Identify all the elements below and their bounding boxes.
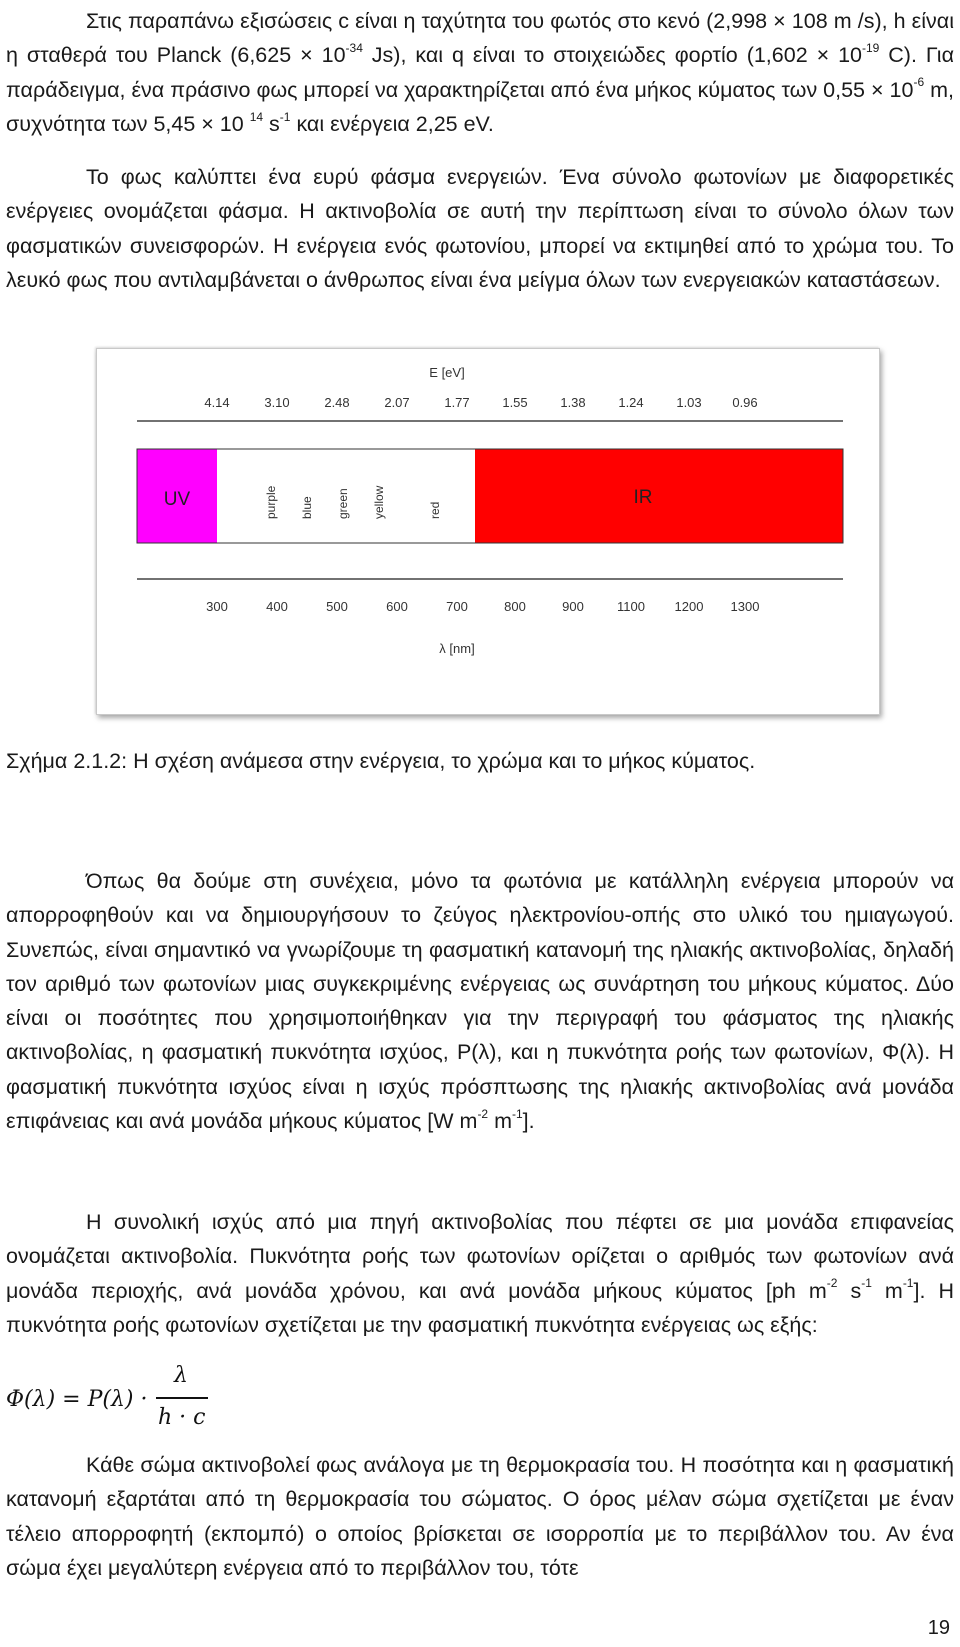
p1-text-1: Στις παραπάνω εξισώσεις c είναι η ταχύτητα του φωτός στο κενό (2,998 × 108 m /s), h είναι η σταθερά του Planck (6,625 × 10 (6, 9, 954, 68)
energy-tick-label: 1.77 (444, 395, 470, 410)
energy-tick-label: 0.96 (732, 395, 758, 410)
wavelength-tick-label: 1200 (674, 599, 704, 614)
color-label: green (336, 488, 350, 519)
paragraph-3 (6, 864, 954, 1138)
fraction-bar (156, 1397, 208, 1399)
color-label: red (428, 501, 442, 519)
p1-text-4: m, συχνότητα των 5,45 × 10 (6, 77, 954, 136)
p4-text-3: m (871, 1278, 903, 1303)
p1-text-5: s (263, 111, 280, 136)
p4-text-1: Η συνολική ισχύς από μια πηγή ακτινοβολίας που πέφτει σε μια μονάδα επιφανείας ονομάζεται ακτινοβολία. Πυκνότητα ροής των φωτονίων ορίζεται ο αριθμός των φωτονίων ανά μονάδα περιοχής, ανά μονάδα χρόνου, και ανά μονάδα μήκους κύματος [ph m (6, 1210, 954, 1303)
energy-tick-label: 1.38 (560, 395, 586, 410)
paragraph-2 (6, 160, 954, 297)
p3-text-1: Όπως θα δούμε στη συνέχεια, μόνο τα φωτόνια με κατάλληλη ενέργεια μπορούν να απορροφηθούν και να δημιουργήσουν το ζεύγος ηλεκτρονίου-οπής στο υλικό του ημιαγωγού. Συνεπώς, είναι σημαντικό να γνωρίζουμε τη φασματική κατανομή της ηλιακής ακτινοβολίας, δηλαδή τον αριθμό των φωτονίων μιας συγκεκριμένης ενέργειας ως συνάρτηση του μήκους κύματος. Δύο είναι οι ποσότητες που χρησιμοποιήθηκαν για την περιγραφή του φάσματος της ηλιακής ακτινοβολίας, η φασματική πυκνότητα ισχύος, P(λ), και η πυκνότητα ροής των φωτονίων, Φ(λ). Η φασματική πυκνότητα ισχύος είναι η ισχύς πρόσπτωσης της ηλιακής ακτινοβολίας ανά μονάδα επιφάνειας και ανά μονάδα μήκους κύματος [W m (6, 869, 954, 1134)
uv-label: UV (163, 489, 191, 510)
p3-sup-1: -2 (477, 1106, 489, 1121)
p3-text-3: ]. (522, 1109, 535, 1134)
p4-text-2: s (837, 1278, 862, 1303)
p4-sup-2: -1 (861, 1276, 872, 1291)
paragraph-4 (6, 1205, 954, 1342)
energy-tick-label: 2.48 (324, 395, 350, 410)
energy-axis-label: E [eV] (429, 365, 465, 380)
wavelength-tick-label: 600 (386, 599, 408, 614)
p1-sup-2: -19 (862, 41, 880, 56)
ir-label: IR (633, 487, 653, 508)
spectrum-figure (96, 348, 880, 715)
energy-tick-label: 3.10 (264, 395, 290, 410)
page-number: 19 (927, 1617, 950, 1639)
p5-text: Κάθε σώμα ακτινοβολεί φως ανάλογα με τη θερμοκρασία του. Η ποσότητα και η φασματική κατανομή εξαρτάται από τη θερμοκρασία του σώματος. Ο όρος μέλαν σώμα σχετίζεται με έναν τέλειο απορροφητή (εκπομπό) ο οποίος βρίσκεται σε ισορροπία με το περιβάλλον του. Αν ένα σώμα έχει μεγαλύτερη ενέργεια από το περιβάλλον του, τότε (6, 1453, 954, 1580)
wavelength-tick-label: 800 (504, 599, 526, 614)
equation-numerator: λ (174, 1363, 188, 1388)
p1-text-2: Js), και q είναι το στοιχειώδες φορτίο (1,602 × 10 (362, 43, 862, 68)
paragraph-1 (6, 4, 954, 141)
figure-caption: Σχήμα 2.1.2: Η σχέση ανάμεσα στην ενέργεια, το χρώμα και το μήκος κύματος. (6, 749, 756, 773)
energy-tick-label: 2.07 (384, 395, 410, 410)
p2-text: Το φως καλύπτει ένα ευρύ φάσμα ενεργειών. Ένα σύνολο φωτονίων με διαφορετικές ενέργειες ονομάζεται φάσμα. Η ακτινοβολία σε αυτή την περίπτωση είναι το σύνολο όλων των φασματικών συνεισφορών. Η ενέργεια ενός φωτονίου, μπορεί να εκτιμηθεί από το χρώμα του. Το λευκό φως που αντιλαμβάνεται ο άνθρωπος είναι ένα μείγμα όλων των ενεργειακών καταστάσεων. (6, 165, 954, 292)
paragraph-5 (6, 1448, 954, 1585)
equation-lhs: Φ(λ) = P(λ) · (6, 1387, 148, 1412)
energy-tick-label: 1.55 (502, 395, 528, 410)
equation-denominator: h · c (158, 1405, 206, 1430)
ir-band (475, 449, 843, 543)
p3-sup-2: -1 (512, 1106, 523, 1121)
wavelength-tick-label: 700 (446, 599, 468, 614)
p1-text-6: και ενέργεια 2,25 eV. (290, 111, 494, 136)
wavelength-tick-label: 500 (326, 599, 348, 614)
p1-sup-1: -34 (345, 41, 363, 56)
energy-tick-label: 4.14 (204, 395, 230, 410)
wavelength-tick-label: 900 (562, 599, 584, 614)
p1-sup-4: 14 (249, 109, 264, 124)
color-label: purple (264, 485, 278, 519)
p1-sup-5: -1 (279, 109, 291, 124)
p1-text-3: C). Για παράδειγμα, ένα πράσινο φως μπορεί να χαρακτηρίζεται από ένα μήκος κύματος των 0,55 × 10 (6, 43, 954, 102)
color-label: yellow (372, 485, 386, 519)
wavelength-tick-label: 1100 (617, 599, 645, 614)
energy-tick-label: 1.24 (618, 395, 644, 410)
spectrum-diagram (97, 349, 879, 714)
color-label: blue (300, 496, 314, 519)
p4-sup-3: -1 (902, 1276, 914, 1291)
wavelength-tick-label: 300 (206, 599, 228, 614)
p3-text-2: m (488, 1109, 512, 1134)
wavelength-tick-label: 400 (266, 599, 288, 614)
p1-sup-3: -6 (913, 75, 925, 90)
wavelength-tick-label: 1300 (730, 599, 760, 614)
energy-tick-label: 1.03 (676, 395, 702, 410)
p4-text-4: ]. Η πυκνότητα ροής φωτονίων σχετίζεται με την φασματική πυκνότητα ενέργειας ως εξής: (6, 1278, 954, 1337)
p4-sup-1: -2 (826, 1276, 838, 1291)
wavelength-axis-label: λ [nm] (439, 641, 475, 656)
